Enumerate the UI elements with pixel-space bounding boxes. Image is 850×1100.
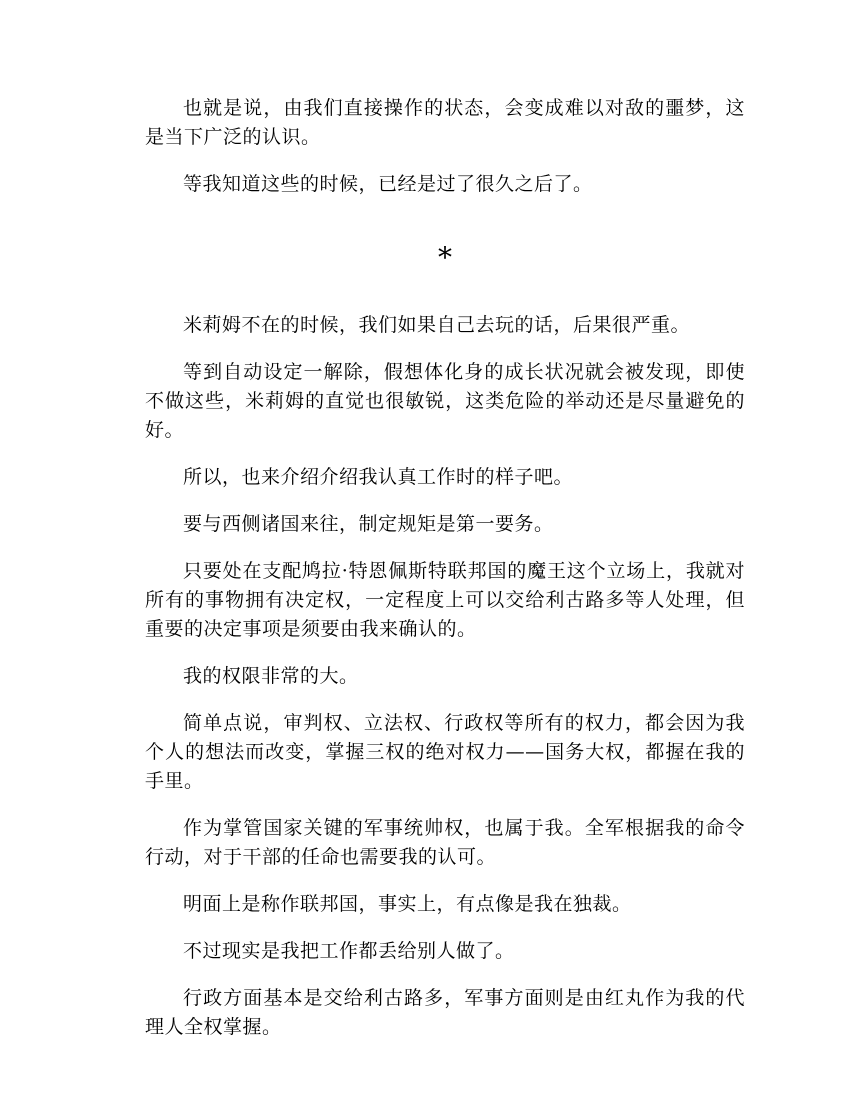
paragraph: 明面上是称作联邦国，事实上，有点像是我在独裁。 bbox=[183, 893, 632, 915]
text-body bbox=[145, 94, 745, 1060]
paragraph: 等我知道这些的时候，已经是过了很久之后了。 bbox=[183, 173, 593, 195]
paragraph: 米莉姆不在的时候，我们如果自己去玩的话，后果很严重。 bbox=[183, 314, 691, 336]
section-separator: * bbox=[438, 241, 452, 274]
paragraph: 我的权限非常的大。 bbox=[183, 665, 359, 687]
paragraph: 行政方面基本是交给利古路多，军事方面则是由红丸作为我的代理人全权掌握。 bbox=[145, 987, 745, 1038]
paragraph: 要与西侧诸国来往，制定规矩是第一要务。 bbox=[183, 513, 554, 535]
paragraph: 所以，也来介绍介绍我认真工作时的样子吧。 bbox=[183, 466, 574, 488]
paragraph: 不过现实是我把工作都丢给别人做了。 bbox=[183, 940, 515, 962]
paragraph: 也就是说，由我们直接操作的状态，会变成难以对敌的噩梦，这是当下广泛的认识。 bbox=[145, 97, 745, 148]
paragraph: 作为掌管国家关键的军事统帅权，也属于我。全军根据我的命令行动，对于干部的任命也需要我的认可。 bbox=[145, 817, 745, 868]
paragraph: 等到自动设定一解除，假想体化身的成长状况就会被发现，即使不做这些，米莉姆的直觉也很敏锐，这类危险的举动还是尽量避免的好。 bbox=[145, 361, 745, 441]
paragraph: 简单点说，审判权、立法权、行政权等所有的权力，都会因为我个人的想法而改变，掌握三权的绝对权力——国务大权，都握在我的手里。 bbox=[145, 712, 745, 792]
paragraph: 只要处在支配鸠拉·特恩佩斯特联邦国的魔王这个立场上，我就对所有的事物拥有决定权，一定程度上可以交给利古路多等人处理，但重要的决定事项是须要由我来确认的。 bbox=[145, 560, 745, 640]
